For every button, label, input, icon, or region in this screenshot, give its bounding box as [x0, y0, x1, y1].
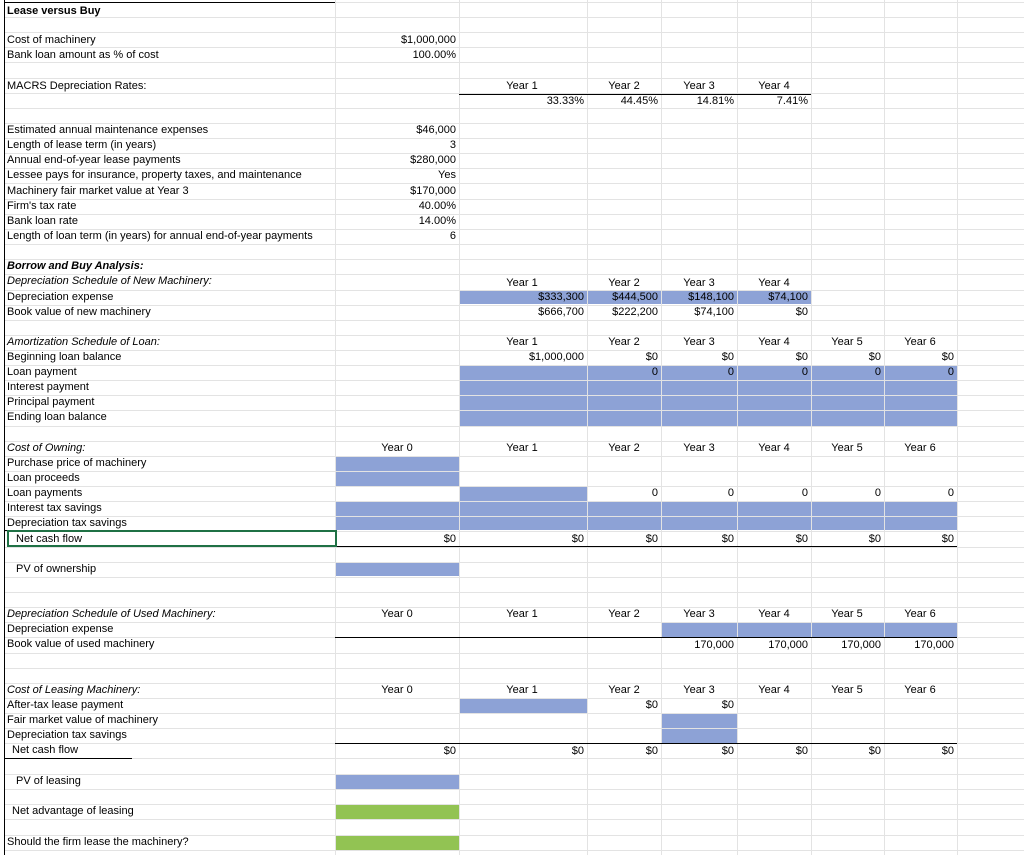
- lease-year-header[interactable]: Year 5: [831, 684, 863, 696]
- lease-net-cash-value[interactable]: $0: [795, 745, 808, 757]
- begin-balance-value[interactable]: $0: [868, 351, 881, 363]
- border: [4, 2, 335, 3]
- inputs-value-2[interactable]: $280,000: [410, 154, 456, 166]
- macrs-rate[interactable]: 44.45%: [620, 95, 658, 107]
- used-dep-label: Depreciation expense: [7, 623, 114, 635]
- own-year-header[interactable]: Year 6: [904, 442, 936, 454]
- lease-net-cash-value[interactable]: $0: [645, 745, 658, 757]
- book-new-value[interactable]: $74,100: [694, 306, 734, 318]
- inputs-label-6: Bank loan rate: [7, 215, 78, 227]
- inputs-label-2: Annual end-of-year lease payments: [7, 154, 181, 166]
- dep-new-year-header[interactable]: Year 3: [683, 277, 715, 289]
- macrs-year-header[interactable]: Year 4: [758, 80, 790, 92]
- grid-row-line: [4, 850, 1024, 851]
- cost-label: Cost of machinery: [7, 34, 96, 46]
- border: [4, 758, 132, 759]
- loan-pct-value[interactable]: 100.00%: [412, 49, 456, 61]
- dep-new-value[interactable]: $74,100: [768, 291, 808, 303]
- input-cell[interactable]: [335, 562, 459, 576]
- lease-year-header[interactable]: Year 2: [608, 684, 640, 696]
- own-net-cash-value[interactable]: $0: [721, 533, 734, 545]
- own-year-header[interactable]: Year 0: [381, 442, 413, 454]
- amort-year-header[interactable]: Year 5: [831, 336, 863, 348]
- grid-row-line: [4, 819, 1024, 820]
- own-loan-payment-value[interactable]: 0: [727, 487, 734, 499]
- used-book-value[interactable]: 170,000: [694, 639, 734, 651]
- inputs-value-1[interactable]: 3: [449, 139, 456, 151]
- used-year-header[interactable]: Year 2: [608, 608, 640, 620]
- fmv-label: Fair market value of machinery: [7, 714, 158, 726]
- grid-row-line: [4, 653, 1024, 654]
- answer-cell[interactable]: [335, 835, 459, 850]
- own-loan-payment-value[interactable]: 0: [651, 487, 658, 499]
- dep-tax-label: Depreciation tax savings: [7, 517, 127, 529]
- used-book-value[interactable]: 170,000: [914, 639, 954, 651]
- loan-payments-label: Loan payments: [7, 487, 83, 499]
- dep-new-year-header[interactable]: Year 2: [608, 277, 640, 289]
- macrs-rate[interactable]: 14.81%: [696, 95, 734, 107]
- loan-payment-label: Loan payment: [7, 366, 77, 378]
- loan-payment-value[interactable]: 0: [947, 366, 954, 378]
- macrs-year-header[interactable]: Year 1: [506, 80, 538, 92]
- begin-balance-value[interactable]: $0: [721, 351, 734, 363]
- own-year-header[interactable]: Year 5: [831, 442, 863, 454]
- amort-year-header[interactable]: Year 2: [608, 336, 640, 348]
- pv-leasing-label: PV of leasing: [16, 775, 81, 787]
- lease-net-cash-label: Net cash flow: [12, 744, 79, 756]
- after-tax-lease-value[interactable]: $0: [645, 699, 658, 711]
- lease-year-header[interactable]: Year 0: [381, 684, 413, 696]
- grid-row-line: [4, 426, 1024, 427]
- inputs-label-0: Estimated annual maintenance expenses: [7, 124, 209, 136]
- question-label: Should the firm lease the machinery?: [7, 836, 189, 848]
- inputs-value-4[interactable]: $170,000: [410, 185, 456, 197]
- amort-year-header[interactable]: Year 3: [683, 336, 715, 348]
- amort-year-header[interactable]: Year 6: [904, 336, 936, 348]
- inputs-label-1: Length of lease term (in years): [7, 139, 157, 151]
- inputs-value-5[interactable]: 40.00%: [418, 200, 456, 212]
- dep-expense-label: Depreciation expense: [7, 291, 114, 303]
- inputs-value-0[interactable]: $46,000: [416, 124, 456, 136]
- after-tax-lease-value[interactable]: $0: [721, 699, 734, 711]
- grid-row-line: [4, 244, 1024, 245]
- purchase-price-label: Purchase price of machinery: [7, 457, 147, 469]
- lease-year-header[interactable]: Year 1: [506, 684, 538, 696]
- grid-col-line: [957, 0, 958, 855]
- book-new-value[interactable]: $0: [795, 306, 808, 318]
- loan-payment-value[interactable]: 0: [651, 366, 658, 378]
- own-net-cash-value[interactable]: $0: [645, 533, 658, 545]
- grid-row-line: [4, 547, 1024, 548]
- book-new-value[interactable]: $666,700: [538, 306, 584, 318]
- inputs-value-3[interactable]: Yes: [438, 169, 456, 181]
- sheet-title: Lease versus Buy: [7, 5, 101, 17]
- own-loan-payment-value[interactable]: 0: [874, 487, 881, 499]
- inputs-value-6[interactable]: 14.00%: [418, 215, 456, 227]
- macrs-label: MACRS Depreciation Rates:: [7, 80, 147, 92]
- begin-balance-value[interactable]: $0: [645, 351, 658, 363]
- grid-row-line: [4, 577, 1024, 578]
- grid-col-line: [335, 0, 336, 855]
- borrow-buy-title: Borrow and Buy Analysis:: [7, 260, 144, 272]
- lease-year-header[interactable]: Year 6: [904, 684, 936, 696]
- used-book-value[interactable]: 170,000: [768, 639, 808, 651]
- macrs-year-header[interactable]: Year 3: [683, 80, 715, 92]
- grid-row-line: [4, 668, 1024, 669]
- lease-dep-tax-label: Depreciation tax savings: [7, 729, 127, 741]
- macrs-year-header[interactable]: Year 2: [608, 80, 640, 92]
- dep-new-year-header[interactable]: Year 1: [506, 277, 538, 289]
- answer-cell[interactable]: [335, 804, 459, 819]
- lease-net-cash-value[interactable]: $0: [721, 745, 734, 757]
- lease-year-header[interactable]: Year 3: [683, 684, 715, 696]
- inputs-label-7: Length of loan term (in years) for annual end-of-year payments: [7, 230, 313, 242]
- nal-label: Net advantage of leasing: [12, 805, 134, 817]
- begin-balance-label: Beginning loan balance: [7, 351, 122, 363]
- lease-year-header[interactable]: Year 4: [758, 684, 790, 696]
- loan-pct-label: Bank loan amount as % of cost: [7, 49, 159, 61]
- lease-net-cash-value[interactable]: $0: [868, 745, 881, 757]
- owning-title: Cost of Owning:: [7, 442, 86, 454]
- interest-payment-label: Interest payment: [7, 381, 89, 393]
- begin-balance-value[interactable]: $0: [941, 351, 954, 363]
- grid-row-line: [4, 789, 1024, 790]
- dep-schedule-new-label: Depreciation Schedule of New Machinery:: [7, 275, 212, 287]
- own-loan-payment-value[interactable]: 0: [947, 487, 954, 499]
- ending-balance-label: Ending loan balance: [7, 411, 107, 423]
- used-year-header[interactable]: Year 1: [506, 608, 538, 620]
- dep-new-value[interactable]: $444,500: [612, 291, 658, 303]
- own-net-cash-value[interactable]: $0: [795, 533, 808, 545]
- grid-col-line: [587, 0, 588, 855]
- book-new-value[interactable]: $222,200: [612, 306, 658, 318]
- lease-net-cash-value[interactable]: $0: [941, 745, 954, 757]
- grid-col-line: [661, 0, 662, 855]
- grid-row-line: [4, 592, 1024, 593]
- begin-balance-value[interactable]: $0: [795, 351, 808, 363]
- loan-payment-value[interactable]: 0: [727, 366, 734, 378]
- macrs-rate[interactable]: 33.33%: [546, 95, 584, 107]
- used-year-header[interactable]: Year 4: [758, 608, 790, 620]
- own-year-header[interactable]: Year 2: [608, 442, 640, 454]
- own-year-header[interactable]: Year 1: [506, 442, 538, 454]
- own-net-cash-value[interactable]: $0: [571, 533, 584, 545]
- lease-net-cash-value[interactable]: $0: [571, 745, 584, 757]
- grid-col-line: [459, 0, 460, 855]
- grid-col-line: [884, 0, 885, 855]
- after-tax-lease-label: After-tax lease payment: [7, 699, 124, 711]
- amort-year-header[interactable]: Year 1: [506, 336, 538, 348]
- own-loan-payment-value[interactable]: 0: [801, 487, 808, 499]
- interest-tax-label: Interest tax savings: [7, 502, 102, 514]
- cost-value[interactable]: $1,000,000: [400, 34, 456, 46]
- loan-payment-value[interactable]: 0: [801, 366, 808, 378]
- own-net-cash-label: Net cash flow: [16, 533, 83, 545]
- inputs-label-4: Machinery fair market value at Year 3: [7, 185, 189, 197]
- grid-col-line: [811, 0, 812, 855]
- own-year-header[interactable]: Year 3: [683, 442, 715, 454]
- begin-balance-value[interactable]: $1,000,000: [528, 351, 584, 363]
- input-cell[interactable]: [335, 774, 459, 789]
- inputs-label-3: Lessee pays for insurance, property taxes, and maintenance: [7, 169, 302, 181]
- used-year-header[interactable]: Year 6: [904, 608, 936, 620]
- amort-title: Amortization Schedule of Loan:: [7, 336, 160, 348]
- own-net-cash-value[interactable]: $0: [443, 533, 456, 545]
- lease-net-cash-value[interactable]: $0: [443, 745, 456, 757]
- loan-payment-value[interactable]: 0: [874, 366, 881, 378]
- used-book-value[interactable]: 170,000: [841, 639, 881, 651]
- dep-new-value[interactable]: $148,100: [688, 291, 734, 303]
- amort-year-header[interactable]: Year 4: [758, 336, 790, 348]
- macrs-rate[interactable]: 7.41%: [776, 95, 808, 107]
- book-value-new-label: Book value of new machinery: [7, 306, 151, 318]
- grid-col-line: [737, 0, 738, 855]
- grid-row-line: [4, 320, 1024, 321]
- principal-payment-label: Principal payment: [7, 396, 95, 408]
- pv-ownership-label: PV of ownership: [16, 563, 97, 575]
- used-dep-title: Depreciation Schedule of Used Machinery:: [7, 608, 216, 620]
- used-year-header[interactable]: Year 5: [831, 608, 863, 620]
- own-net-cash-value[interactable]: $0: [941, 533, 954, 545]
- loan-proceeds-label: Loan proceeds: [7, 472, 80, 484]
- dep-new-year-header[interactable]: Year 4: [758, 277, 790, 289]
- dep-new-value[interactable]: $333,300: [538, 291, 584, 303]
- own-year-header[interactable]: Year 4: [758, 442, 790, 454]
- used-year-header[interactable]: Year 0: [381, 608, 413, 620]
- input-cell[interactable]: [661, 622, 957, 637]
- inputs-label-5: Firm's tax rate: [7, 200, 77, 212]
- leasing-title: Cost of Leasing Machinery:: [7, 684, 141, 696]
- used-year-header[interactable]: Year 3: [683, 608, 715, 620]
- used-book-label: Book value of used machinery: [7, 638, 155, 650]
- inputs-value-7[interactable]: 6: [449, 230, 456, 242]
- border: [4, 0, 5, 855]
- own-net-cash-value[interactable]: $0: [868, 533, 881, 545]
